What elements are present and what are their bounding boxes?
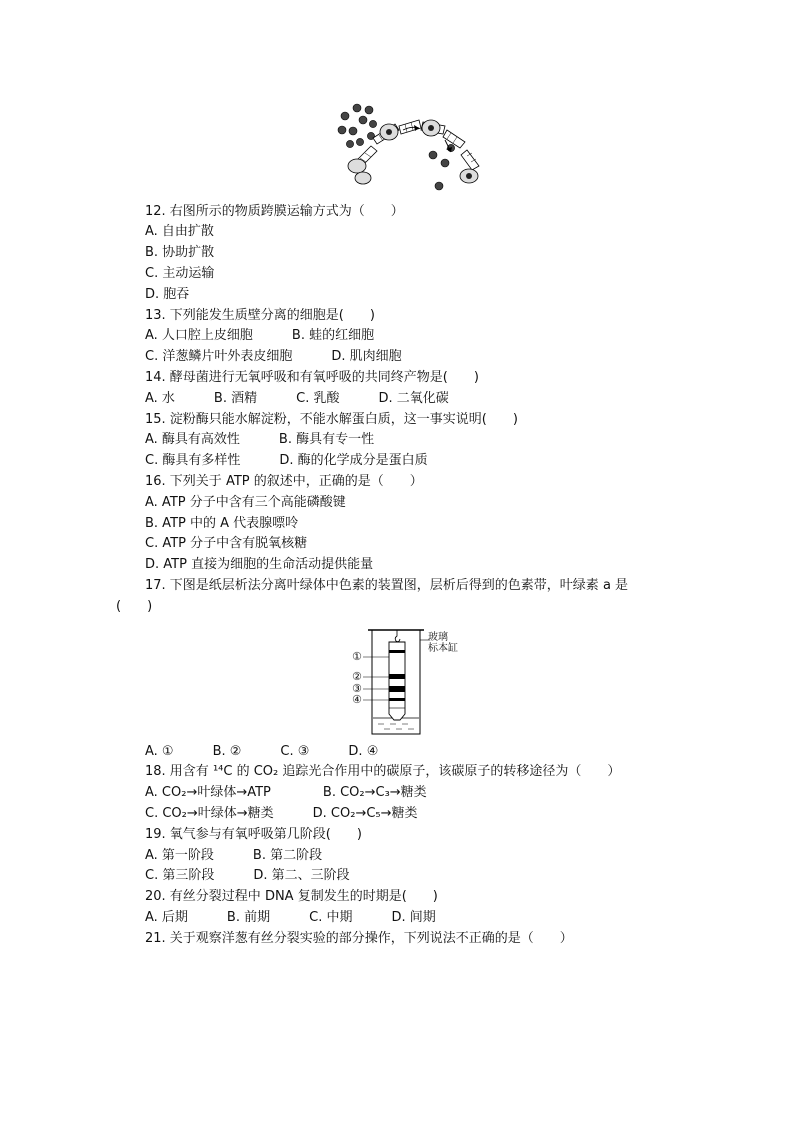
q20-options-row[interactable]: A. 后期 B. 前期 C. 中期 D. 间期 [145,910,436,925]
q16-option-b[interactable]: B. ATP 中的 A 代表腺嘌呤 [145,516,299,531]
q19-stem: 19. 氧气参与有氧呼吸第几阶段( ) [145,827,362,842]
q16-option-a[interactable]: A. ATP 分子中含有三个高能磷酸键 [145,495,346,510]
q16-option-c[interactable]: C. ATP 分子中含有脱氧核糖 [145,536,308,551]
q12-stem: 12. 右图所示的物质跨膜运输方式为（ ） [145,204,404,219]
q17-stem-line2: ( ) [116,599,153,614]
q15-options-row1[interactable]: A. 酶具有高效性 B. 酶具有专一性 [145,432,375,447]
membrane-transport-figure [333,100,493,195]
q19-options-row2[interactable]: C. 第三阶段 D. 第二、三阶段 [145,868,350,883]
q15-stem: 15. 淀粉酶只能水解淀粉，不能水解蛋白质，这一事实说明( ) [145,412,518,427]
q12-option-d[interactable]: D. 胞吞 [145,287,190,302]
q12-option-a[interactable]: A. 自由扩散 [145,224,214,239]
q16-option-d[interactable]: D. ATP 直接为细胞的生命活动提供能量 [145,557,374,572]
q14-options-row[interactable]: A. 水 B. 酒精 C. 乳酸 D. 二氧化碳 [145,391,449,406]
q18-options-row2[interactable]: C. CO₂→叶绿体→糖类 D. CO₂→C₅→糖类 [145,806,418,821]
q16-stem: 16. 下列关于 ATP 的叙述中，正确的是（ ） [145,474,423,489]
q15-options-row2[interactable]: C. 酶具有多样性 D. 酶的化学成分是蛋白质 [145,453,428,468]
jar-label-line2: 标本缸 [428,643,458,654]
band-label-1: ① [352,650,362,663]
band-label-2: ② [352,670,362,683]
q18-stem: 18. 用含有 ¹⁴C 的 CO₂ 追踪光合作用中的碳原子，该碳原子的转移途径为（ ） [145,764,621,779]
q13-stem: 13. 下列能发生质壁分离的细胞是( ) [145,308,375,323]
q18-options-row1[interactable]: A. CO₂→叶绿体→ATP B. CO₂→C₃→糖类 [145,785,427,800]
q19-options-row1[interactable]: A. 第一阶段 B. 第二阶段 [145,848,323,863]
q12-option-b[interactable]: B. 协助扩散 [145,245,215,260]
q17-options-row[interactable]: A. ① B. ② C. ③ D. ④ [145,744,379,759]
band-label-3: ③ [352,682,362,695]
band-label-4: ④ [352,693,362,706]
q17-stem-line1: 17. 下图是纸层析法分离叶绿体中色素的装置图，层析后得到的色素带，叶绿素 a 是 [145,578,629,593]
q13-options-row1[interactable]: A. 人口腔上皮细胞 B. 蛙的红细胞 [145,328,375,343]
q12-option-c[interactable]: C. 主动运输 [145,266,215,281]
q21-stem: 21. 关于观察洋葱有丝分裂实验的部分操作，下列说法不正确的是（ ） [145,931,573,946]
q14-stem: 14. 酵母菌进行无氧呼吸和有氧呼吸的共同终产物是( ) [145,370,479,385]
q13-options-row2[interactable]: C. 洋葱鳞片叶外表皮细胞 D. 肌肉细胞 [145,349,402,364]
jar-label-line1: 玻璃 [428,632,448,643]
q20-stem: 20. 有丝分裂过程中 DNA 复制发生的时期是( ) [145,889,438,904]
